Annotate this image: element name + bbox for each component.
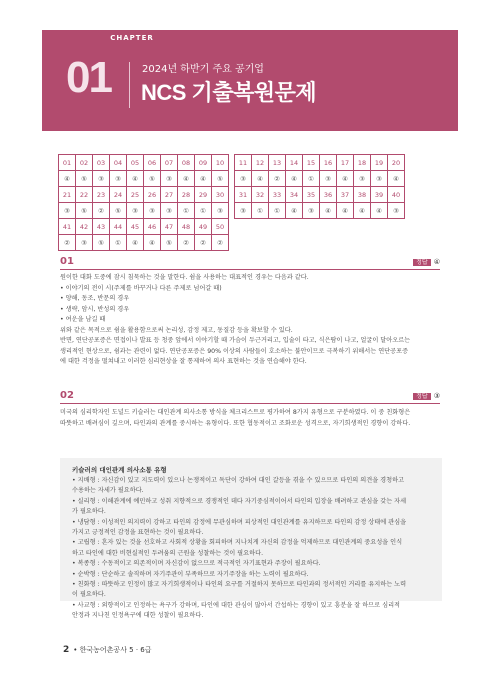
chapter-label: CHAPTER <box>110 34 154 42</box>
grid-answer: ④ <box>127 171 144 187</box>
grid-question-number: 48 <box>178 219 195 235</box>
grid-question-number: 08 <box>178 155 195 171</box>
grid-question-number: 16 <box>320 155 337 171</box>
text-line: 안정과 지나친 인정욕구에 대한 성찰이 필요하다. <box>72 612 204 620</box>
grid-empty-cell <box>252 235 269 251</box>
text-line: • 이야기의 전이 시(주제를 바꾸거나 다른 주제로 넘어갈 때) <box>60 284 222 292</box>
grid-answer: ③ <box>110 171 127 187</box>
grid-question-number: 23 <box>93 187 110 203</box>
grid-answer: ⑤ <box>110 203 127 219</box>
text-line: • 여운을 남길 때 <box>60 316 106 323</box>
grid-answer: ② <box>59 235 76 251</box>
grid-answer: ④ <box>320 203 337 219</box>
answer-tag: 정답 <box>413 259 431 266</box>
grid-answer: ② <box>93 203 110 219</box>
grid-question-number: 12 <box>252 155 269 171</box>
grid-answer: ③ <box>76 235 93 251</box>
text-line: 미국의 심리학자인 도널드 키슬러는 대인관계 의사소통 방식을 체크리스트로 평가하여 8가지 유형으로 구분하였다. 이 중 친화형은 <box>60 409 411 416</box>
grid-question-number: 21 <box>59 187 76 203</box>
info-box-title: 키슬러의 대인관계 의사소통 유형 <box>72 466 167 474</box>
grid-answer: ④ <box>371 203 388 219</box>
grid-question-number: 20 <box>388 155 405 171</box>
grid-answer: ④ <box>59 171 76 187</box>
question-02-header <box>60 390 440 404</box>
grid-empty-cell <box>388 219 405 235</box>
grid-answer: ② <box>195 235 212 251</box>
grid-answer: ④ <box>127 235 144 251</box>
text-line: • 지배형 : 자신감이 있고 지도력이 있으나 논쟁적이고 독단이 강하여 대인 갈등을 겪을 수 있으므로 타인의 의견을 경청하고 <box>72 477 405 484</box>
grid-question-number: 49 <box>195 219 212 235</box>
grid-answer: ③ <box>212 203 229 219</box>
grid-answer: ⑤ <box>144 171 161 187</box>
text-line: 원이한 대화 도중에 잠시 침묵하는 것을 말한다. 쉼을 사용하는 대표적인 경우는 다음과 같다. <box>60 274 309 281</box>
text-line: • 양해, 동조, 반문의 경우 <box>60 295 130 302</box>
grid-question-number: 33 <box>269 187 286 203</box>
grid-answer: ② <box>178 235 195 251</box>
grid-answer: ④ <box>354 203 371 219</box>
grid-answer: ⑤ <box>93 235 110 251</box>
grid-question-number: 14 <box>286 155 303 171</box>
grid-question-number: 13 <box>269 155 286 171</box>
grid-empty-cell <box>371 235 388 251</box>
grid-question-number: 19 <box>371 155 388 171</box>
grid-question-number: 47 <box>161 219 178 235</box>
text-line: 반면, 연단공포증은 면접이나 발표 등 청중 앞에서 이야기할 때 가슴이 두근거리고, 입술이 타고, 식은땀이 나고, 얼굴이 달아오르는 <box>60 337 411 344</box>
grid-question-number: 24 <box>110 187 127 203</box>
answer-label <box>413 391 440 400</box>
question-number: 01 <box>60 256 74 267</box>
grid-question-number: 43 <box>93 219 110 235</box>
grid-question-number: 15 <box>303 155 320 171</box>
grid-answer: ② <box>212 235 229 251</box>
answer-label <box>413 257 440 266</box>
question-01-header <box>60 256 440 270</box>
text-line: • 고립형 : 혼자 있는 것을 선호하고 사회적 상황을 회피하며 지나치게 자신의 감정을 억제하므로 대인관계의 중요성을 인식 <box>72 539 403 547</box>
grid-answer: ③ <box>144 203 161 219</box>
grid-question-number: 07 <box>161 155 178 171</box>
grid-empty-cell <box>303 235 320 251</box>
grid-question-number: 35 <box>303 187 320 203</box>
grid-question-number: 42 <box>76 219 93 235</box>
answer-grid-answer-row <box>59 235 405 251</box>
grid-empty-cell <box>320 235 337 251</box>
grid-question-number: 46 <box>144 219 161 235</box>
grid-answer: ④ <box>178 171 195 187</box>
grid-question-number: 41 <box>59 219 76 235</box>
grid-question-number: 28 <box>178 187 195 203</box>
divider-line <box>129 62 130 108</box>
grid-answer: ③ <box>303 203 320 219</box>
grid-answer: ④ <box>337 171 354 187</box>
text-line: 에 대한 걱정을 떨쳐내고 이러한 심리현상을 잘 통제하여 의사 표현하는 것을 연습해야 한다. <box>60 358 307 365</box>
chapter-header-band <box>42 30 458 131</box>
grid-answer: ③ <box>161 203 178 219</box>
grid-empty-cell <box>235 235 252 251</box>
grid-question-number: 22 <box>76 187 93 203</box>
grid-answer: ④ <box>144 235 161 251</box>
grid-answer: ③ <box>320 171 337 187</box>
grid-answer: ① <box>195 203 212 219</box>
grid-answer: ⑤ <box>76 203 93 219</box>
grid-answer: ⑤ <box>76 171 93 187</box>
grid-answer: ④ <box>195 171 212 187</box>
text-line: • 실리형 : 이해관계에 예민하고 성취 지향적으로 경쟁적인 데다 자기중심적이어서 타인의 입장을 배려하고 관심을 갖는 자세 <box>72 497 407 505</box>
grid-empty-cell <box>303 219 320 235</box>
question-number: 02 <box>60 390 74 401</box>
info-box-items <box>72 476 430 622</box>
grid-answer: ⑤ <box>161 235 178 251</box>
text-line: • 생략, 암시, 반성의 경우 <box>60 305 130 313</box>
grid-empty-cell <box>337 219 354 235</box>
footer-text: • 한국농어촌공사 5 · 6급 <box>73 646 152 654</box>
grid-empty-cell <box>371 219 388 235</box>
grid-question-number: 39 <box>371 187 388 203</box>
grid-answer: ④ <box>388 171 405 187</box>
grid-empty-cell <box>354 235 371 251</box>
text-line: 위와 같은 목적으로 쉼을 활용함으로써 논리성, 감정 제고, 동질감 등을 확보할 수 있다. <box>60 326 293 334</box>
grid-empty-cell <box>235 219 252 235</box>
grid-answer: ① <box>252 203 269 219</box>
info-box <box>60 458 442 620</box>
text-line: 생리적인 현상으로, 쉼과는 관련이 없다. 연단공포증은 90% 이상의 사람들이 호소하는 불안이므로 극복하기 위해서는 연단공포증 <box>60 347 409 355</box>
grid-answer: ③ <box>354 171 371 187</box>
grid-answer: ③ <box>59 203 76 219</box>
grid-answer: ③ <box>235 171 252 187</box>
grid-empty-cell <box>354 219 371 235</box>
text-line: 따뜻하고 배려심이 깊으며, 타인과의 관계를 중시하는 유형이다. 또한 협동적이고 조화로운 성격으로, 자기희생적인 경향이 강하다. <box>60 419 411 427</box>
answer-grid-number-row <box>59 187 405 203</box>
text-line: 수용하는 자세가 필요하다. <box>72 487 144 495</box>
text-line: 하고 타인에 대한 비현실적인 두려움의 근원을 성찰하는 것이 필요하다. <box>72 549 264 557</box>
answer-value: ④ <box>433 258 440 266</box>
grid-question-number: 38 <box>354 187 371 203</box>
answer-grid-answer-row <box>59 203 405 219</box>
grid-answer: ③ <box>388 203 405 219</box>
grid-answer: ④ <box>252 171 269 187</box>
answer-grid <box>58 154 405 251</box>
question-01-explanation <box>60 273 442 368</box>
grid-question-number: 17 <box>337 155 354 171</box>
question-02-explanation <box>60 408 442 429</box>
grid-answer: ④ <box>286 171 303 187</box>
page-number: 2 <box>63 645 70 655</box>
grid-answer: ⑤ <box>212 171 229 187</box>
answer-grid-number-row <box>59 155 405 171</box>
text-line: • 냉담형 : 이성적인 의지력이 강하고 타인의 감정에 무관심하며 피상적인 대인관계를 유지하므로 타인의 감정 상태에 관심을 <box>72 518 407 526</box>
text-line: 가 필요하다. <box>72 508 106 516</box>
grid-answer: ① <box>269 203 286 219</box>
grid-question-number: 03 <box>93 155 110 171</box>
grid-question-number: 36 <box>320 187 337 203</box>
grid-question-number: 32 <box>252 187 269 203</box>
grid-question-number: 29 <box>195 187 212 203</box>
grid-question-number: 25 <box>127 187 144 203</box>
answer-tag: 정답 <box>413 393 431 400</box>
grid-question-number: 26 <box>144 187 161 203</box>
grid-answer: ③ <box>127 203 144 219</box>
grid-question-number: 02 <box>76 155 93 171</box>
grid-question-number: 44 <box>110 219 127 235</box>
grid-answer: ④ <box>337 203 354 219</box>
text-line: 가지고 긍정적인 감정을 표현하는 것이 필요하다. <box>72 529 204 537</box>
answer-value: ③ <box>433 392 440 400</box>
grid-answer: ① <box>303 171 320 187</box>
text-line: • 사교형 : 외향적이고 인정하는 욕구가 강하며, 타인에 대한 관심이 많아서 간섭하는 경향이 있고 흥분을 잘 하므로 심리적 <box>72 601 401 609</box>
text-line: • 순박형 : 단순하고 솔직하며 자기주관이 부족하므로 자기주장을 하는 노력이 필요하다. <box>72 570 309 578</box>
grid-question-number: 31 <box>235 187 252 203</box>
grid-question-number: 18 <box>354 155 371 171</box>
grid-question-number: 30 <box>212 187 229 203</box>
text-line: • 복종형 : 수동적이고 의존적이며 자신감이 없으므로 적극적인 자기표현과 주장이 필요하다. <box>72 560 321 568</box>
chapter-number: 01 <box>66 53 111 102</box>
grid-question-number: 09 <box>195 155 212 171</box>
grid-question-number: 06 <box>144 155 161 171</box>
grid-question-number: 01 <box>59 155 76 171</box>
page-footer <box>63 645 152 655</box>
grid-answer: ② <box>269 171 286 187</box>
grid-empty-cell <box>269 235 286 251</box>
grid-question-number: 04 <box>110 155 127 171</box>
grid-answer: ③ <box>93 171 110 187</box>
grid-answer: ③ <box>371 171 388 187</box>
grid-empty-cell <box>252 219 269 235</box>
chapter-subtitle: 2024년 하반기 주요 공기업 <box>142 64 264 75</box>
chapter-title: NCS 기출복원문제 <box>141 80 317 105</box>
grid-question-number: 37 <box>337 187 354 203</box>
grid-question-number: 05 <box>127 155 144 171</box>
grid-question-number: 45 <box>127 219 144 235</box>
grid-question-number: 27 <box>161 187 178 203</box>
grid-answer: ③ <box>161 171 178 187</box>
text-line: 이 필요하다. <box>72 591 106 599</box>
grid-answer: ① <box>178 203 195 219</box>
grid-question-number: 11 <box>235 155 252 171</box>
grid-empty-cell <box>337 235 354 251</box>
grid-empty-cell <box>320 219 337 235</box>
text-line: • 친화형 : 따뜻하고 인정이 많고 자기희생적이나 타인의 요구를 거절하지 못하므로 타인과의 정서적인 거리를 유지하는 노력 <box>72 581 407 589</box>
grid-answer: ① <box>110 235 127 251</box>
answer-grid-number-row <box>59 219 405 235</box>
grid-answer: ③ <box>235 203 252 219</box>
grid-empty-cell <box>286 219 303 235</box>
grid-question-number: 10 <box>212 155 229 171</box>
grid-question-number: 40 <box>388 187 405 203</box>
grid-answer: ④ <box>286 203 303 219</box>
grid-empty-cell <box>269 219 286 235</box>
grid-question-number: 50 <box>212 219 229 235</box>
grid-empty-cell <box>286 235 303 251</box>
grid-question-number: 34 <box>286 187 303 203</box>
grid-empty-cell <box>388 235 405 251</box>
answer-grid-answer-row <box>59 171 405 187</box>
